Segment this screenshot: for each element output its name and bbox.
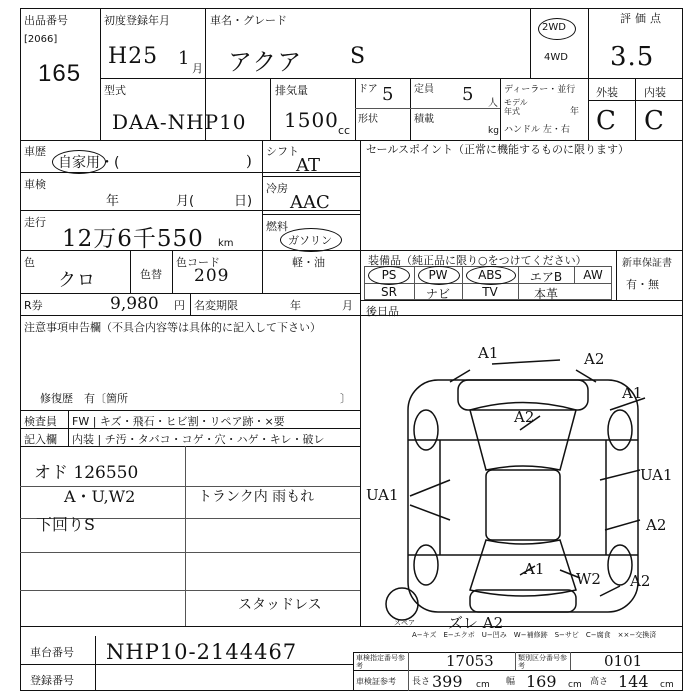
equipment-abs: ABS — [478, 268, 502, 282]
model-label: 型式 — [104, 84, 126, 97]
mark-ua1-right: UA1 — [640, 466, 673, 484]
ac-label: 冷房 — [266, 182, 288, 195]
chassis-label: 車台番号 — [30, 646, 74, 659]
chassis-number: NHP10-2144467 — [106, 640, 298, 664]
mark-a1-top: A1 — [478, 344, 499, 362]
equipment-label: 装備品（純正品に限り○をつけてください） — [368, 254, 587, 267]
equipment-sr: SR — [381, 285, 397, 299]
mark-a2-right: A2 — [646, 516, 667, 534]
spare-label: スペア — [394, 619, 415, 627]
color-label: 色 — [24, 256, 35, 269]
fuel-value: ガソリン — [288, 234, 332, 247]
ac-value: AAC — [290, 192, 330, 213]
model-year-label: モデル年式 — [504, 98, 528, 116]
interior-label: 内装 — [644, 86, 666, 99]
displacement-label: 排気量 — [275, 84, 308, 97]
mileage-label: 走行 — [24, 216, 46, 229]
name-change-year: 年 — [290, 299, 301, 312]
shaken-day: 日) — [234, 194, 253, 209]
mark-ua1-left: UA1 — [366, 486, 399, 504]
mark-a1-rear: A1 — [524, 560, 545, 578]
auction-number: 17053 — [446, 652, 494, 670]
capacity-label: 定員 — [414, 84, 434, 95]
drive-2wd: 2WD — [542, 22, 566, 33]
model-code: DAA-NHP10 — [112, 110, 247, 134]
name-change-month: 月 — [342, 299, 353, 312]
year-unit: 年 — [570, 107, 580, 117]
sales-point-label: セールスポイント（正常に機能するものに限ります） — [366, 143, 630, 156]
recycle-value: 9,980 — [110, 294, 159, 314]
class-no-label: 類別区分番号参考 — [518, 654, 567, 670]
note-damage: A・U,W2 — [64, 487, 136, 506]
check-row-1: FW | キズ・飛石・ヒビ割・リペア跡・×要 — [72, 415, 285, 428]
history-value: 自家用・( — [58, 155, 120, 171]
color-code: 209 — [194, 266, 230, 286]
name-change-label: 名変期限 — [194, 299, 238, 312]
capacity: 5 — [462, 84, 475, 105]
history-close: ) — [246, 152, 252, 170]
cc-unit: cc — [338, 124, 351, 137]
dealer-label: ディーラー・並行 — [504, 85, 576, 95]
length-value: 399 — [432, 672, 463, 691]
shaken-year: 年 — [106, 194, 120, 209]
lot-label: 出品番号 — [24, 14, 68, 27]
fuel-alt: 軽・油 — [292, 256, 325, 269]
shift-label: シフト — [266, 145, 299, 158]
month-unit: 月 — [192, 62, 203, 75]
exterior-grade: C — [596, 106, 617, 136]
shaken-month: 月( — [176, 194, 195, 209]
length-cm: cm — [476, 680, 490, 690]
mark-a2-rear: A2 — [630, 572, 651, 590]
later-items-label: 後日品 — [366, 305, 399, 318]
color-code-label: 色コード — [176, 256, 220, 269]
legend: A−キズ E−エクボ U−凹み W−補修跡 S−サビ C−腐食 ××−交換済 — [412, 631, 657, 639]
equipment-leather: 本革 — [533, 287, 558, 301]
shift-value: AT — [296, 155, 321, 176]
recycle-label: R券 — [24, 299, 43, 312]
door-label: ドア — [358, 84, 378, 95]
height-cm: cm — [660, 680, 674, 690]
warranty-label: 新車保証書 — [622, 258, 672, 269]
registration-era: H25 — [108, 44, 159, 69]
drive-4wd: 4WD — [544, 52, 568, 63]
width-cm: cm — [568, 680, 582, 690]
recycle-unit: 円 — [174, 299, 185, 312]
evaluation-score: 3.5 — [610, 42, 655, 72]
lot-number: 165 — [38, 60, 82, 87]
registration-number-label: 登録番号 — [30, 674, 74, 687]
shaken-label: 車検 — [24, 178, 46, 191]
fuel-label: 燃料 — [266, 220, 288, 233]
capacity-unit: 人 — [488, 98, 498, 109]
mark-bumper: ズレ A2 — [448, 614, 504, 632]
note-odometer: オド 126550 — [34, 463, 139, 483]
mark-a2-top: A2 — [584, 350, 605, 368]
warranty-value: 有・無 — [626, 278, 659, 291]
score-label: 評価点 — [620, 12, 665, 25]
color-value: クロ — [58, 270, 96, 291]
car-name-label: 車名・グレード — [210, 14, 287, 27]
note-underbody: 下回りS — [36, 515, 95, 534]
lot-sub: [2066] — [24, 34, 58, 45]
height-value: 144 — [618, 672, 649, 691]
mark-w2: W2 — [576, 570, 601, 588]
width-label: 幅 — [506, 677, 516, 687]
first-registration-label: 初度登録年月 — [104, 14, 170, 27]
mark-a2-roof: A2 — [514, 408, 535, 426]
recorder-label: 記入欄 — [24, 433, 57, 446]
load-label: 積載 — [414, 114, 434, 125]
history-label: 車歴 — [24, 145, 46, 158]
exterior-label: 外装 — [596, 86, 618, 99]
door-count: 5 — [382, 84, 395, 105]
registration-month: 1 — [178, 48, 191, 69]
dim-label: 車検証参考 — [356, 677, 396, 686]
mark-a1-right: A1 — [622, 384, 643, 402]
auction-no-label: 車検指定番号参考 — [356, 654, 405, 670]
inspector-label: 検査員 — [24, 415, 57, 428]
equipment-navi: ナビ — [425, 287, 450, 301]
note-trunk-leak: トランク内 雨もれ — [198, 489, 315, 505]
kg-unit: kg — [488, 126, 499, 136]
class-number: 0101 — [604, 652, 643, 670]
height-label: 高さ — [590, 677, 609, 687]
repair-history: 修復歴 有〔箇所 — [40, 392, 128, 405]
equipment-airbag: エアB — [529, 270, 563, 284]
grade: S — [350, 44, 367, 69]
mileage-value: 12万6千550 — [62, 226, 204, 252]
equipment-tv: TV — [482, 285, 498, 299]
displacement: 1500 — [284, 108, 339, 132]
length-label: 長さ — [412, 677, 431, 687]
color-change-label: 色替 — [140, 268, 162, 281]
equipment-ps: PS — [381, 268, 397, 282]
note-studless: スタッドレス — [238, 597, 322, 613]
check-row-2: 内装 | チ汚・タバコ・コゲ・穴・ハゲ・キレ・破レ — [72, 433, 325, 446]
equipment-aw: AW — [583, 268, 603, 282]
interior-grade: C — [644, 106, 665, 136]
repair-close: 〕 — [340, 392, 351, 405]
car-name: アクア — [228, 48, 303, 76]
equipment-pw: PW — [428, 268, 448, 282]
handle-label: ハンドル 左・右 — [504, 125, 570, 135]
width-value: 169 — [526, 672, 557, 691]
shape-label: 形状 — [358, 114, 378, 125]
report-label: 注意事項申告欄（不具合内容等は具体的に記入して下さい） — [24, 321, 321, 334]
km-unit: km — [218, 238, 234, 249]
